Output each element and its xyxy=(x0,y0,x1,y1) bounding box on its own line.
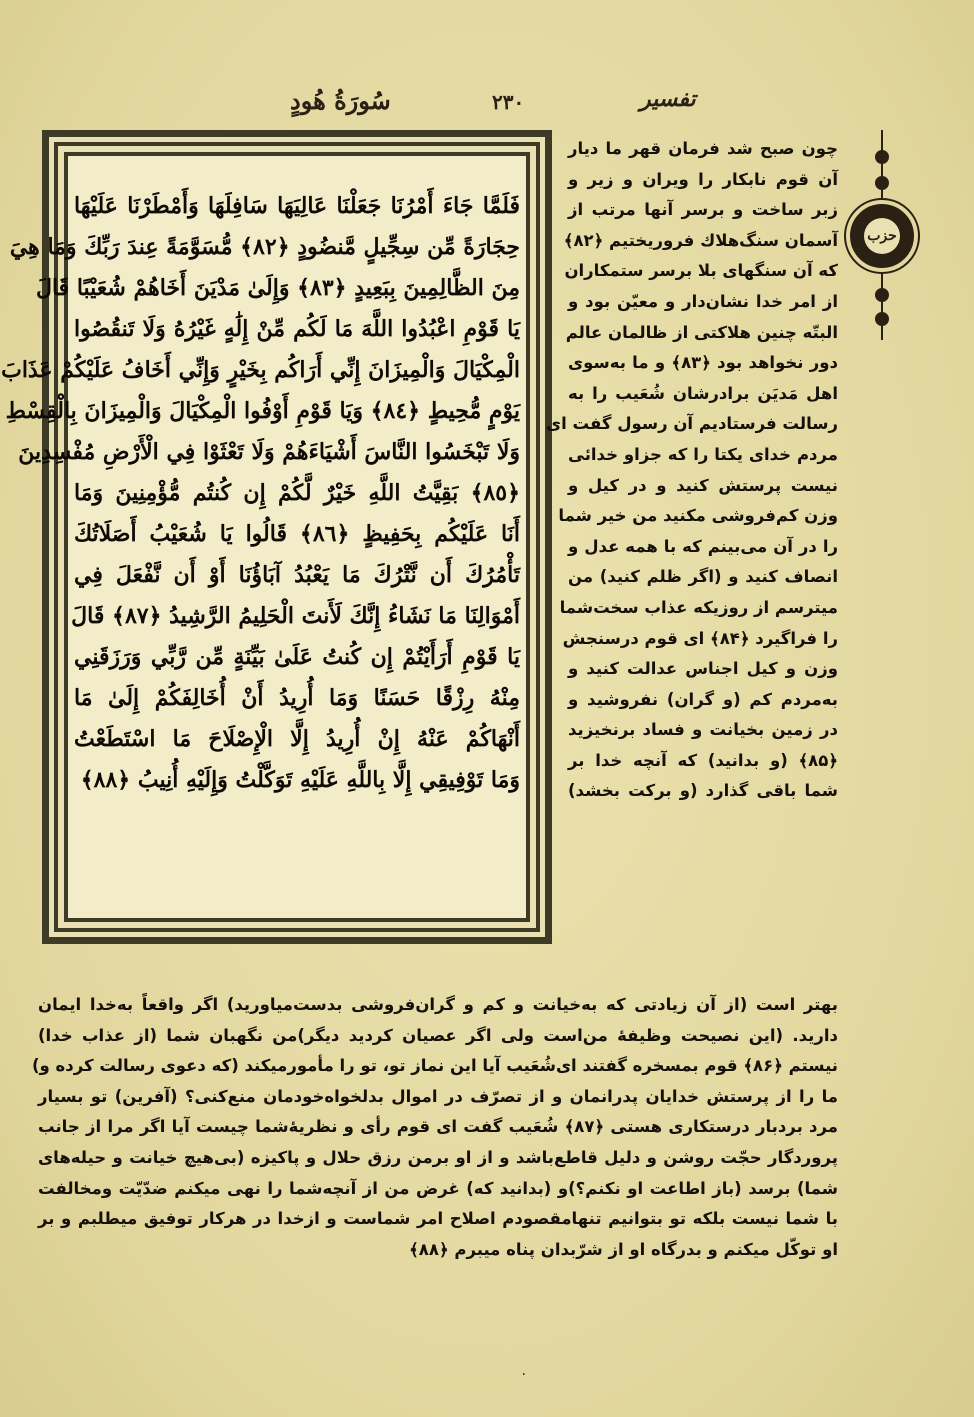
translation-line: اهل مَدیَن برادرشان شُعَیب را به xyxy=(568,383,838,403)
quran-text xyxy=(1,186,520,801)
translation-line: وزن و کیل اجناس عدالت کنید و xyxy=(568,659,838,679)
translation-line: را در آن می‌بینم که با همه عدل و xyxy=(568,536,838,556)
translation-line: رسالت فرستادیم آن رسول گفت ای xyxy=(546,414,838,434)
hizb-label: حزب xyxy=(864,218,900,254)
quran-line: وَلَا تَبْخَسُوا النَّاسَ أَشْيَاءَهُمْ وَلَا تَعْثَوْا فِي الْأَرْضِ مُفْسِدِينَ xyxy=(18,439,520,465)
translation-line: که آن سنگهای بلا برسر ستمکاران xyxy=(564,261,838,281)
surah-title: سُورَةُ هُودٍ xyxy=(290,86,391,115)
quran-line: فَلَمَّا جَاءَ أَمْرُنَا جَعَلْنَا عَالِيَهَا سَافِلَهَا وَأَمْطَرْنَا عَلَيْهَا xyxy=(74,193,520,219)
quran-line: يَا قَوْمِ أَرَأَيْتُمْ إِن كُنتُ عَلَىٰ بَيِّنَةٍ مِّن رَّبِّي وَرَزَقَنِي xyxy=(74,644,520,670)
translation-line: چون صبح شد فرمان قهر ما دیار xyxy=(568,139,838,158)
translation-line: را فراگیرد ﴿۸۴﴾ ای قوم درسنجش xyxy=(562,628,838,648)
translation-line: شما باقی گذارد (و برکت بخشد) xyxy=(568,781,838,801)
quran-line: مِنْهُ رِزْقًا حَسَنًا وَمَا أُرِيدُ أَنْ أُخَالِفَكُمْ إِلَىٰ مَا xyxy=(74,685,520,711)
translation-line: مرد بردبار درستکاری هستی ﴿۸۷﴾ شُعَیب گفت ای قوم رأی و نظریهٔ‌شما چیست آیا اگر مرا از جانب xyxy=(38,1117,838,1137)
translation-line: وزن کم‌فروشی مکنید من خیر شما xyxy=(558,506,838,526)
translation-line: نیستم ﴿۸۶﴾ قوم بمسخره گفتند ای‌شُعَیب آیا این نماز تو، تو را مأمورمیکند (که دعوی رسالت کرده و) xyxy=(31,1056,838,1076)
translation-line: در زمین بخیانت و فساد برنخیزید xyxy=(568,720,838,740)
translation-line: او توکّل میکنم و بدرگاه او از شرّبدان پناه میبرم ﴿۸۸﴾ xyxy=(409,1239,838,1259)
translation-line: پروردگار حجّت روشن و دلیل قاطع‌باشد و از او برمن رزق حلال و پاکیزه (بی‌هیچ خیانت و حیله‌های xyxy=(38,1147,838,1167)
translation-line: دارید. (این نصیحت وظیفهٔ من‌است ولی اگر عصیان کردید دیگر)من نگهبان شما (از عذاب خدا) xyxy=(38,1025,838,1045)
translation-line: مردم خدای یکتا را که جزاو خدائی xyxy=(568,444,838,464)
translation-line: دور نخواهد بود ﴿۸۳﴾ و ما به‌سوی xyxy=(568,353,838,373)
translation-line: ﴿۸۵﴾ (و بدانید) که آنچه خدا بر xyxy=(568,750,838,770)
hizb-medallion-icon xyxy=(842,130,922,340)
footer-mark: ۰ xyxy=(520,1366,528,1382)
translation-line: از امر خدا نشان‌دار و معیّن بود و xyxy=(568,291,838,311)
quran-line: مِنَ الظَّالِمِينَ بِبَعِيدٍ ﴿٨٣﴾ وَإِلَىٰ مَدْيَنَ أَخَاهُمْ شُعَيْبًا قَالَ xyxy=(35,275,520,301)
translation-line: نیست پرستش کنید و در کیل و xyxy=(568,475,838,495)
quran-line: الْمِكْيَالَ وَالْمِيزَانَ إِنِّي أَرَاكُم بِخَيْرٍ وَإِنِّي أَخَافُ عَلَيْكُمْ عَذَابَ xyxy=(1,357,520,383)
quran-line: يَوْمٍ مُّحِيطٍ ﴿٨٤﴾ وَيَا قَوْمِ أَوْفُوا الْمِكْيَالَ وَالْمِيزَانَ بِالْقِسْطِ xyxy=(5,398,520,424)
quran-line: ﴿٨٥﴾ بَقِيَّتُ اللَّهِ خَيْرٌ لَّكُمْ إِن كُنتُم مُّؤْمِنِينَ وَمَا xyxy=(74,480,520,506)
quran-line: وَمَا تَوْفِيقِي إِلَّا بِاللَّهِ عَلَيْهِ تَوَكَّلْتُ وَإِلَيْهِ أُنِيبُ ﴿٨٨﴾ xyxy=(80,767,520,793)
translation-line: شما) برسد (باز اطاعت او نکنم؟)و (بدانید که) غرض من از آنچه‌شما را نهی میکنم ضدّیّت ومخالفت xyxy=(38,1178,838,1198)
translation-line: آن قوم نابکار را ویران و زیر و xyxy=(568,169,838,189)
quran-line: يَا قَوْمِ اعْبُدُوا اللَّهَ مَا لَكُم مِّنْ إِلَٰهٍ غَيْرُهُ وَلَا تَنقُصُوا xyxy=(74,316,520,342)
quran-line: حِجَارَةً مِّن سِجِّيلٍ مَّنضُودٍ ﴿٨٢﴾ مُّسَوَّمَةً عِندَ رَبِّكَ وَمَا هِيَ xyxy=(9,234,520,260)
translation-line: بهتر است (از آن زیادتی که به‌خیانت و کم و گران‌فروشی بدست‌میاورید) اگر واقعاً به‌خدا ایمان xyxy=(38,995,838,1014)
quran-line: أَنْهَاكُمْ عَنْهُ إِنْ أُرِيدُ إِلَّا الْإِصْلَاحَ مَا اسْتَطَعْتُ xyxy=(74,726,520,752)
translation-line: ما را از پرستش خدایان پدرانمان و از تصرّف در اموال بدلخواه‌خودمان منع‌کنی؟ (آفرین) تو بسیار xyxy=(38,1086,838,1106)
translation-line: میترسم از روزیکه عذاب سخت‌شما xyxy=(559,597,838,617)
translation-line: انصاف کنید و (اگر ظلم کنید) من xyxy=(568,567,838,587)
page-header xyxy=(40,86,920,126)
translation-line: با شما نیست بلکه تو بتوانیم تنها‌مقصودم اصلاح امر شماست و ازخدا در هرکار توفیق میطلبم و بر xyxy=(38,1209,838,1229)
page-number: ۲۳۰ xyxy=(492,90,525,114)
translation-line: آسمان سنگ‌هلاك فروریختیم ﴿۸۲﴾ xyxy=(563,230,838,250)
quran-line: تَأْمُرُكَ أَن نَّتْرُكَ مَا يَعْبُدُ آبَاؤُنَا أَوْ أَن نَّفْعَلَ فِي xyxy=(74,562,520,588)
translation-bottom xyxy=(31,990,838,1265)
translation-line: البتّه چنین هلاکتی از ظالمان عالم xyxy=(565,322,838,342)
quran-line: أَنَا عَلَيْكُم بِحَفِيظٍ ﴿٨٦﴾ قَالُوا يَا شُعَيْبُ أَصَلَاتُكَ xyxy=(74,521,520,547)
running-title: تفسیر xyxy=(640,86,696,112)
quran-line: أَمْوَالِنَا مَا نَشَاءُ إِنَّكَ لَأَنتَ الْحَلِيمُ الرَّشِيدُ ﴿٨٧﴾ قَالَ xyxy=(71,603,520,629)
quran-frame xyxy=(1,130,552,944)
translation-side xyxy=(546,134,838,807)
translation-line: زبر ساخت و برسر آنها مرتب از xyxy=(568,200,838,220)
translation-line: به‌مردم کم (و گران) نفروشید و xyxy=(568,689,838,709)
